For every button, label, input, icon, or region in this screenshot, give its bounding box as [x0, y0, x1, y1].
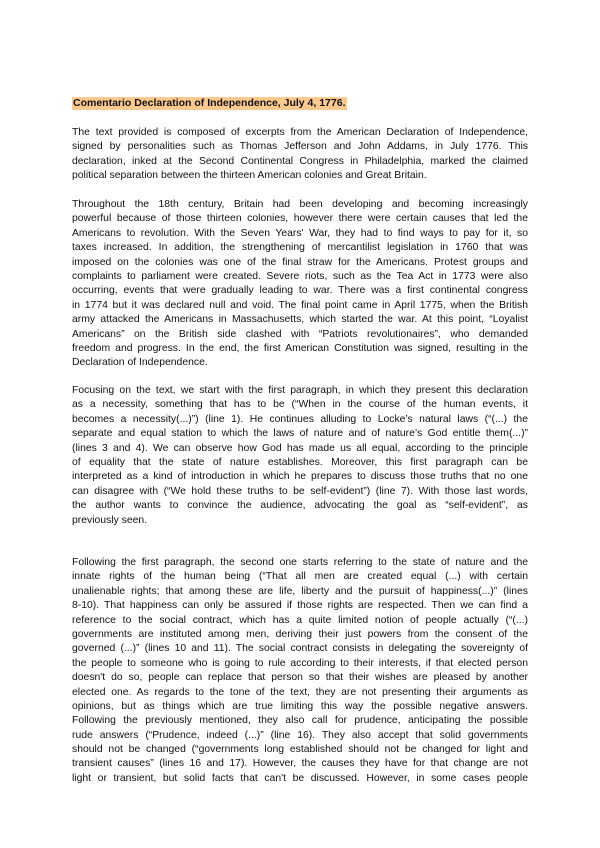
text-line: signed by personalities such as Thomas Jefferson and John Addams, in July 1776. This	[72, 141, 528, 153]
text-line: governments are instituted among men, deriving their just powers from the consent of the	[72, 628, 528, 640]
paragraph-intro	[72, 126, 528, 184]
text-line: previously seen.	[72, 514, 148, 526]
text-line: Focusing on the text, we start with the first paragraph, in which they present this declaration	[72, 385, 528, 396]
text-line: freedom and progress. In the end, the first American Constitution was signed, resulting in the	[72, 342, 528, 354]
text-line: light or transient, but solid facts that can't be discussed. However, in some cases people	[72, 772, 528, 784]
text-line: Americans to revolution. With the Seven Years' War, they had to find ways to pay for it, so	[72, 227, 528, 239]
text-line: The text provided is composed of excerpts from the American Declaration of Independence,	[72, 127, 528, 138]
text-line: of equality that the state of nature establishes. Moreover, this first paragraph can be	[72, 456, 528, 468]
text-line: interpreted as a kind of introduction in which he prepares to discuss those truths that no one	[72, 471, 528, 483]
text-line: taxes increased. In addition, the strengthening of mercantilist legislation in 1760 that was	[72, 242, 528, 254]
text-line: political separation between the thirteen American colonies and Great Britain.	[72, 170, 427, 182]
paragraph-second-analysis	[72, 556, 528, 786]
text-line: elected one. As regards to the tone of the text, they are not presenting their arguments as	[72, 686, 528, 698]
text-line: the author wants to convince the audience, advocating the goal as “self-evident”, as	[72, 500, 528, 512]
text-line: separate and equal station to which the laws of nature and of nature’s God entitle them(...)”	[72, 428, 528, 440]
document-title: Comentario Declaration of Independence, July 4, 1776.	[73, 97, 346, 109]
text-line: reference to the social contract, which has a quite limited notion of people actually (“(...)	[72, 614, 528, 626]
text-line: innate rights of the human being (“That all men are created equal (...) with certain	[72, 571, 528, 583]
text-line: army attacked the Americans in Massachusetts, which started the war. At this point, “Loyalist	[72, 314, 528, 326]
text-line: (lines 3 and 4). We can observe how God has made us all equal, according to the principle	[72, 442, 528, 454]
text-line: governed (...)” (lines 10 and 11). The social contract consists in delegating the sovereignty of	[72, 643, 528, 655]
text-line: declaration, inked at the Second Continental Congress in Philadelphia, marked the claimed	[72, 155, 528, 167]
paragraph-first-analysis	[72, 384, 528, 528]
text-line: imposed on the colonies was one of the final straw for the Americans. Protest groups and	[72, 256, 528, 268]
text-line: powerful because of those thirteen colonies, however there were certain causes that led the	[72, 213, 528, 225]
text-line: the people to someone who is going to rule according to their interests, if that elected person	[72, 657, 528, 669]
text-line: Following the previously mentioned, they also call for prudence, anticipating the possible	[72, 715, 528, 727]
text-line: 8-10). That happiness can only be assured if those rights are respected. Then we can find a	[72, 600, 528, 612]
text-line: opinions, but as things which are true limiting this way the possible negative answers.	[72, 700, 528, 712]
text-line: can disagree with (“We hold these truths to be self-evident”) (line 7). With those last words,	[72, 485, 528, 497]
text-line: in 1774 but it was declared null and void. The final point came in April 1775, when the British	[72, 299, 528, 311]
text-line: occurring, events that were gradually leading to war. There was a first continental congress	[72, 285, 528, 297]
text-line: rude answers (“Prudence, indeed (...)” (line 16). They also accept that solid governments	[72, 729, 528, 741]
paragraph-context	[72, 198, 528, 371]
text-line: Throughout the 18th century, Britain had been developing and becoming increasingly	[72, 199, 528, 210]
text-line: Americans” on the British side clashed with “Patriots revolutionaires”, who demanded	[72, 328, 528, 340]
text-line: becomes a necessity(...)”) (line 1). He continues alluding to Locke’s natural laws (“(...) the	[72, 413, 528, 425]
text-line: Following the first paragraph, the second one starts referring to the state of nature and the	[72, 557, 528, 568]
text-line: as a necessity, something that has to be (“When in the course of the human events, it	[72, 399, 528, 411]
text-line: unalienable rights; that among these are life, liberty and the pursuit of happiness(...)” (lines	[72, 585, 528, 597]
text-line: Declaration of Independence.	[72, 357, 208, 369]
text-line: should not be changed (“governments long established should not be changed for light and	[72, 744, 528, 756]
text-line: doesn't do so, people can replace that person so that their wishes are pleased by another	[72, 672, 528, 684]
text-line: complaints to parliament were created. Severe riots, such as the Tea Act in 1773 were also	[72, 270, 528, 282]
text-line: transient causes” (lines 16 and 17). However, the causes they have for that change are not	[72, 758, 528, 770]
